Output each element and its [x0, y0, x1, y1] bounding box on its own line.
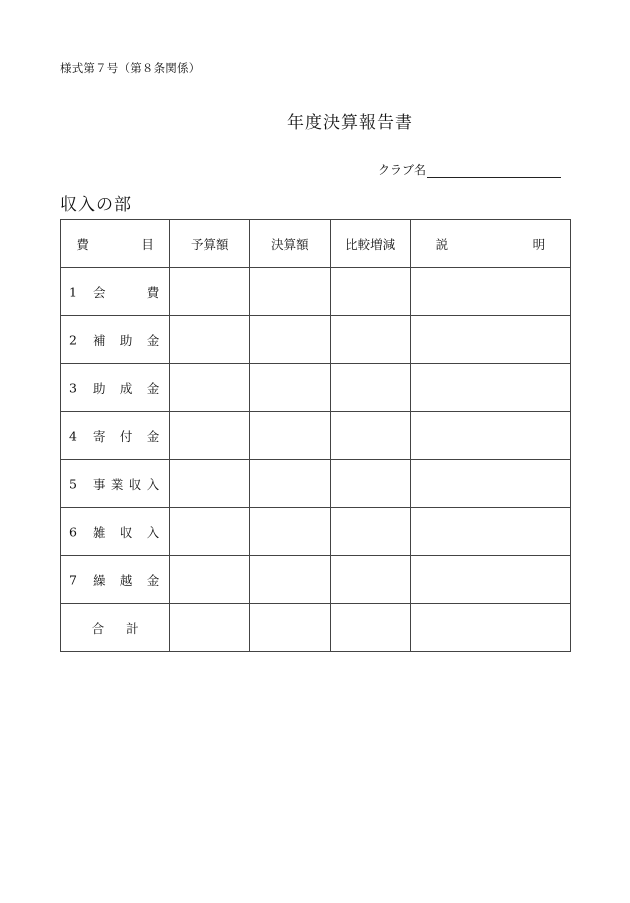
item-name: 会費 [93, 284, 160, 300]
item-cell [61, 412, 170, 460]
section-title: 収入の部 [60, 195, 132, 215]
settlement-cell[interactable] [250, 412, 330, 460]
budget-cell[interactable] [170, 412, 250, 460]
description-cell[interactable] [410, 460, 570, 508]
table-row [61, 508, 571, 556]
item-name: 寄付金 [93, 428, 160, 444]
item-cell [61, 556, 170, 604]
total-label-cell [61, 604, 170, 652]
item-number: 3 [69, 380, 77, 395]
budget-cell[interactable] [170, 508, 250, 556]
table-row [61, 460, 571, 508]
budget-cell[interactable] [170, 316, 250, 364]
budget-cell[interactable] [170, 556, 250, 604]
settlement-cell[interactable] [250, 316, 330, 364]
comparison-cell[interactable] [330, 556, 410, 604]
item-name: 助成金 [93, 380, 160, 396]
settlement-cell[interactable] [250, 268, 330, 316]
settlement-cell[interactable] [250, 364, 330, 412]
description-cell[interactable] [410, 556, 570, 604]
table-row [61, 268, 571, 316]
header-description: 説 明 [410, 220, 570, 268]
total-description-cell[interactable] [410, 604, 570, 652]
total-row [61, 604, 571, 652]
club-name-field [378, 161, 561, 178]
description-cell[interactable] [410, 412, 570, 460]
item-name: 繰越金 [93, 572, 160, 588]
budget-cell[interactable] [170, 364, 250, 412]
header-comparison: 比較増減 [330, 220, 410, 268]
table-row [61, 556, 571, 604]
comparison-cell[interactable] [330, 364, 410, 412]
item-cell [61, 460, 170, 508]
item-name: 事業収入 [93, 476, 160, 492]
total-budget-cell[interactable] [170, 604, 250, 652]
comparison-cell[interactable] [330, 412, 410, 460]
settlement-cell[interactable] [250, 508, 330, 556]
description-cell[interactable] [410, 316, 570, 364]
comparison-cell[interactable] [330, 316, 410, 364]
table-row [61, 364, 571, 412]
item-number: 5 [69, 476, 77, 491]
header-settlement: 決算額 [250, 220, 330, 268]
income-table [60, 219, 582, 652]
item-number: 7 [69, 572, 77, 587]
header-budget: 予算額 [170, 220, 250, 268]
total-comparison-cell[interactable] [330, 604, 410, 652]
description-cell[interactable] [410, 508, 570, 556]
total-label: 合計 [91, 620, 161, 636]
header-item: 費 目 [61, 220, 170, 268]
comparison-cell[interactable] [330, 268, 410, 316]
club-name-blank[interactable] [427, 163, 561, 178]
table-row [61, 316, 571, 364]
item-number: 4 [69, 428, 77, 443]
settlement-cell[interactable] [250, 556, 330, 604]
item-number: 1 [69, 284, 77, 299]
item-cell [61, 508, 170, 556]
budget-cell[interactable] [170, 460, 250, 508]
item-cell [61, 316, 170, 364]
comparison-cell[interactable] [330, 508, 410, 556]
item-number: 6 [69, 524, 77, 539]
total-settlement-cell[interactable] [250, 604, 330, 652]
item-name: 補助金 [93, 332, 160, 348]
item-name: 雑収入 [93, 524, 160, 540]
table-header-row [61, 220, 571, 268]
document-title: 年度決算報告書 [287, 113, 413, 133]
description-cell[interactable] [410, 268, 570, 316]
comparison-cell[interactable] [330, 460, 410, 508]
table-row [61, 412, 571, 460]
form-number: 様式第７号（第８条関係） [60, 61, 201, 75]
budget-cell[interactable] [170, 268, 250, 316]
club-name-label: クラブ名 [378, 163, 427, 177]
item-cell [61, 364, 170, 412]
description-cell[interactable] [410, 364, 570, 412]
item-number: 2 [69, 332, 77, 347]
item-cell [61, 268, 170, 316]
settlement-cell[interactable] [250, 460, 330, 508]
